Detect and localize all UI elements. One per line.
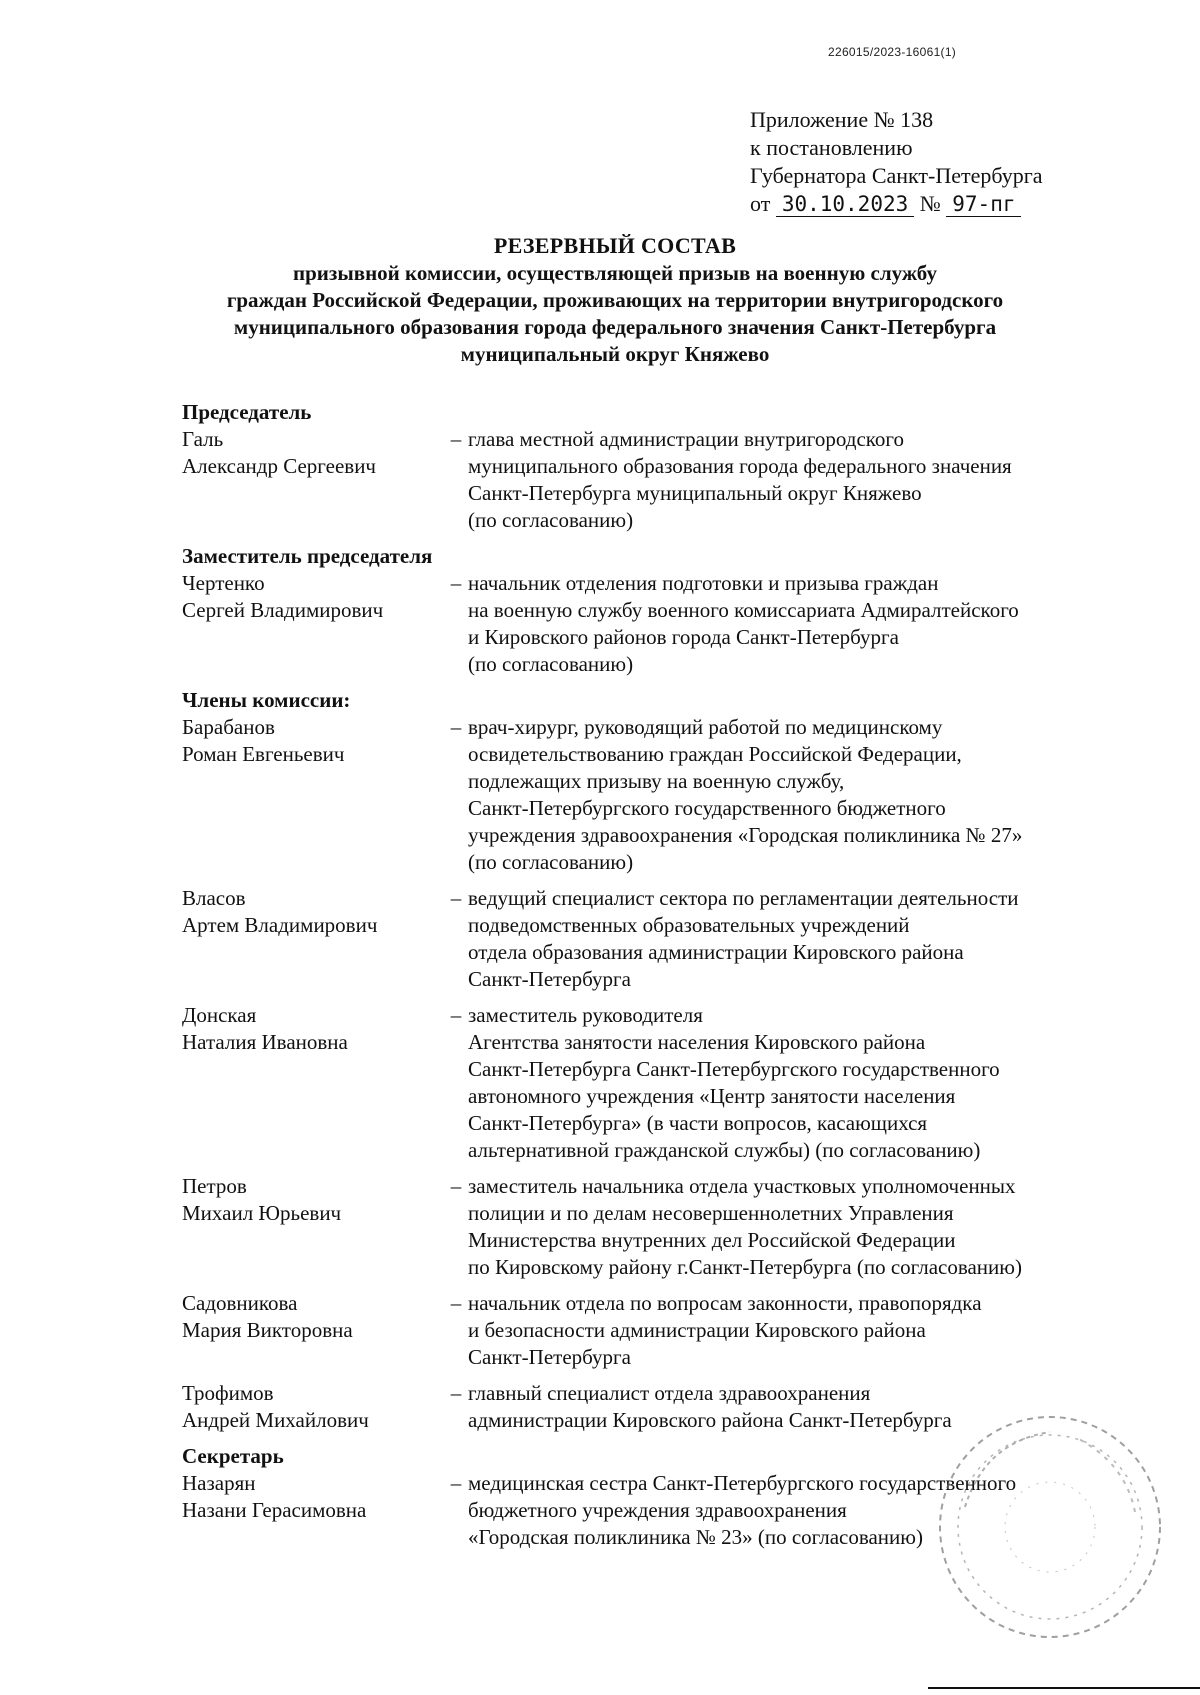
- member-name: [182, 1470, 444, 1551]
- member-entry: [182, 1290, 1122, 1371]
- number-prefix: №: [919, 191, 941, 216]
- role-line: подлежащих призыву на военную службу,: [468, 769, 845, 793]
- role-line: начальник отдела по вопросам законности, правопорядка: [468, 1291, 982, 1315]
- member-name: [182, 714, 444, 876]
- role-line: медицинская сестра Санкт-Петербургского государственного: [468, 1471, 1017, 1495]
- role-line: и безопасности администрации Кировского района: [468, 1318, 926, 1342]
- member-surname: Галь: [182, 427, 224, 451]
- member-name: [182, 1380, 444, 1434]
- appendix-number: Приложение № 138: [750, 107, 934, 132]
- member-entry: [182, 1173, 1122, 1281]
- date-prefix: от: [750, 191, 771, 216]
- role-line: заместитель начальника отдела участковых уполномоченных: [468, 1174, 1016, 1198]
- title-line: муниципального образования города федерального значения Санкт-Петербурга: [233, 315, 997, 339]
- role-line: учреждения здравоохранения «Городская поликлиника № 27»: [468, 823, 1023, 847]
- role-line: альтернативной гражданской службы) (по согласованию): [468, 1138, 981, 1162]
- member-given-names: Назани Герасимовна: [182, 1498, 367, 1522]
- member-role: [468, 1380, 1122, 1434]
- role-line: начальник отделения подготовки и призыва граждан: [468, 571, 939, 595]
- role-line: «Городская поликлиника № 23» (по согласованию): [468, 1525, 923, 1549]
- appendix-date-line: [750, 190, 1043, 218]
- role-line: заместитель руководителя: [468, 1003, 703, 1027]
- role-line: Санкт-Петербурга Санкт-Петербургского государственного: [468, 1057, 1000, 1081]
- role-line: муниципального образования города федерального значения: [468, 454, 1012, 478]
- role-line: освидетельствованию граждан Российской Федерации,: [468, 742, 962, 766]
- role-line: Санкт-Петербурга: [468, 1345, 631, 1369]
- member-surname: Барабанов: [182, 715, 275, 739]
- section-heading-secretary: Секретарь: [182, 1444, 284, 1468]
- member-role: [468, 570, 1122, 678]
- member-given-names: Роман Евгеньевич: [182, 742, 345, 766]
- member-entry: [182, 714, 1122, 876]
- member-surname: Назарян: [182, 1471, 256, 1495]
- member-entry: [182, 885, 1122, 993]
- document-title: [150, 232, 1080, 368]
- section-heading-deputy: Заместитель председателя: [182, 544, 433, 568]
- member-role: [468, 885, 1122, 993]
- member-role: [468, 426, 1122, 534]
- title-line: граждан Российской Федерации, проживающих на территории внутригородского: [226, 288, 1004, 312]
- role-line: Министерства внутренних дел Российской Федерации: [468, 1228, 956, 1252]
- role-line: администрации Кировского района Санкт-Петербурга: [468, 1408, 952, 1432]
- member-entry: [182, 570, 1122, 678]
- role-line: на военную службу военного комиссариата Адмиралтейского: [468, 598, 1019, 622]
- decree-date: 30.10.2023: [776, 192, 914, 217]
- member-name: [182, 885, 444, 993]
- section-heading-chairman: Председатель: [182, 400, 312, 424]
- member-given-names: Сергей Владимирович: [182, 598, 384, 622]
- appendix-block: [750, 106, 1043, 218]
- role-line: главный специалист отдела здравоохранения: [468, 1381, 871, 1405]
- role-line: отдела образования администрации Кировского района: [468, 940, 964, 964]
- role-line: полиции и по делам несовершеннолетних Управления: [468, 1201, 954, 1225]
- member-name: [182, 1290, 444, 1371]
- role-line: Агентства занятости населения Кировского района: [468, 1030, 926, 1054]
- role-line: и Кировского районов города Санкт-Петербурга: [468, 625, 899, 649]
- member-entry: [182, 426, 1122, 534]
- member-name: [182, 1002, 444, 1164]
- dash-separator: –: [450, 886, 462, 910]
- role-line: Санкт-Петербурга муниципальный округ Княжево: [468, 481, 922, 505]
- member-surname: Трофимов: [182, 1381, 274, 1405]
- role-line: (по согласованию): [468, 508, 634, 532]
- dash-separator: –: [450, 1471, 462, 1495]
- member-given-names: Артем Владимирович: [182, 913, 378, 937]
- title-line: муниципальный округ Княжево: [460, 342, 770, 366]
- role-line: по Кировскому району г.Санкт-Петербурга (по согласованию): [468, 1255, 1022, 1279]
- member-surname: Донская: [182, 1003, 257, 1027]
- dash-separator: –: [450, 1381, 462, 1405]
- appendix-reference: к постановлению: [750, 135, 913, 160]
- role-line: врач-хирург, руководящий работой по медицинскому: [468, 715, 943, 739]
- member-name: [182, 570, 444, 678]
- member-given-names: Наталия Ивановна: [182, 1030, 348, 1054]
- role-line: Санкт-Петербургского государственного бюджетного: [468, 796, 946, 820]
- dash-separator: –: [450, 1003, 462, 1027]
- member-given-names: Мария Викторовна: [182, 1318, 353, 1342]
- member-role: [468, 714, 1122, 876]
- role-line: ведущий специалист сектора по регламентации деятельности: [468, 886, 1019, 910]
- member-surname: Чертенко: [182, 571, 265, 595]
- member-entry: [182, 1380, 1122, 1434]
- member-surname: Садовникова: [182, 1291, 298, 1315]
- role-line: бюджетного учреждения здравоохранения: [468, 1498, 847, 1522]
- member-role: [468, 1173, 1122, 1281]
- member-entry: [182, 1002, 1122, 1164]
- role-line: глава местной администрации внутригородского: [468, 427, 905, 451]
- role-line: подведомственных образовательных учреждений: [468, 913, 910, 937]
- role-line: (по согласованию): [468, 850, 634, 874]
- member-surname: Власов: [182, 886, 246, 910]
- member-role: [468, 1002, 1122, 1164]
- member-name: [182, 1173, 444, 1281]
- commission-roster: [182, 399, 1122, 1551]
- document-id: 226015/2023-16061(1): [828, 45, 957, 59]
- decree-number: 97-пг: [946, 192, 1021, 217]
- footer-rule: [928, 1687, 1200, 1689]
- role-line: Санкт-Петербурга» (в части вопросов, касающихся: [468, 1111, 928, 1135]
- member-name: [182, 426, 444, 534]
- member-given-names: Александр Сергеевич: [182, 454, 376, 478]
- member-role: [468, 1470, 1122, 1551]
- member-surname: Петров: [182, 1174, 247, 1198]
- member-role: [468, 1290, 1122, 1371]
- appendix-issuer: Губернатора Санкт-Петербурга: [750, 163, 1043, 188]
- title-main: РЕЗЕРВНЫЙ СОСТАВ: [493, 233, 737, 258]
- dash-separator: –: [450, 427, 462, 451]
- section-heading-members: Члены комиссии:: [182, 688, 351, 712]
- dash-separator: –: [450, 1174, 462, 1198]
- dash-separator: –: [450, 571, 462, 595]
- dash-separator: –: [450, 1291, 462, 1315]
- dash-separator: –: [450, 715, 462, 739]
- member-entry: [182, 1470, 1122, 1551]
- role-line: Санкт-Петербурга: [468, 967, 631, 991]
- member-given-names: Михаил Юрьевич: [182, 1201, 342, 1225]
- member-given-names: Андрей Михайлович: [182, 1408, 369, 1432]
- role-line: автономного учреждения «Центр занятости населения: [468, 1084, 956, 1108]
- role-line: (по согласованию): [468, 652, 634, 676]
- title-line: призывной комиссии, осуществляющей призыв на военную службу: [293, 261, 937, 285]
